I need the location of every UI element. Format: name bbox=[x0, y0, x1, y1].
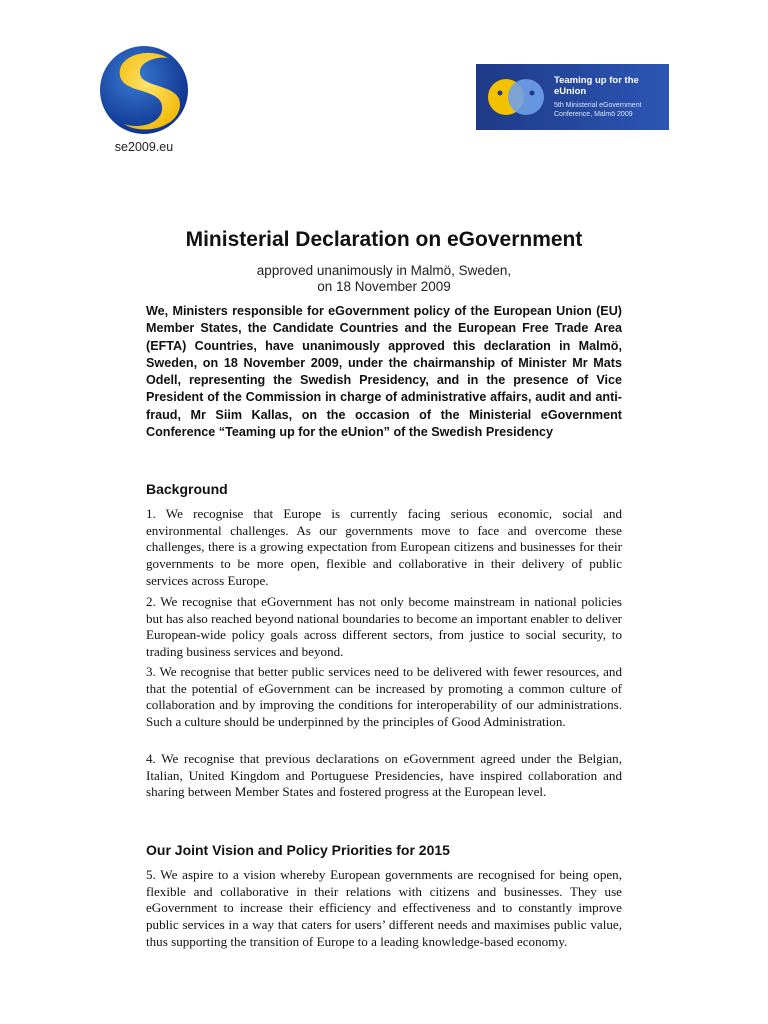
paragraph-5: 5. We aspire to a vision whereby European governments are recognised for being open, flexible and collaborative in their relations with citizens and businesses. They use eGovernment to increase their efficiency and effectiveness and to constantly improve public services in a way that caters for users’ different needs and maximises public value, thus supporting the transition of Europe to a leading knowledge-based economy. bbox=[146, 867, 622, 949]
section-heading-background: Background bbox=[146, 481, 228, 497]
paragraph-3: 3. We recognise that better public services need to be delivered with fewer resources, and that the potential of eGovernment can be increased by promoting a common culture of collaboration and by improving the conditions for interoperability of our administrations. Such a culture should be underpinned by the principles of Good Administration. bbox=[146, 664, 622, 730]
se2009-logo-mark bbox=[98, 44, 190, 136]
document-subtitle bbox=[0, 263, 768, 295]
conference-banner bbox=[476, 64, 669, 130]
se2009-logo bbox=[98, 44, 190, 154]
paragraph-2: 2. We recognise that eGovernment has not only become mainstream in national policies but has also reached beyond national boundaries to become an important enabler to deliver European-wide policy goals across different sectors, from justice to social security, to trading business services and beyond. bbox=[146, 594, 622, 660]
banner-title: Teaming up for the eUnion bbox=[554, 75, 639, 97]
document-title: Ministerial Declaration on eGovernment bbox=[185, 228, 583, 251]
paragraph-4: 4. We recognise that previous declarations on eGovernment agreed under the Belgian, Italian, United Kingdom and Portuguese Presidencies, have inspired collaboration and sharing between Member States and fostered progress at the European level. bbox=[146, 751, 622, 800]
banner-subtitle-1: 5th Ministerial eGovernment bbox=[554, 102, 642, 109]
banner-subtitle-2: Conference, Malmö 2009 bbox=[554, 110, 633, 118]
subtitle-line-2: on 18 November 2009 bbox=[317, 279, 451, 294]
paragraph-1: 1. We recognise that Europe is currently facing serious economic, social and environmental challenges. As our governments move to face and overcome these challenges, there is a growing expectation from European citizens and businesses for their governments to be more open, flexible and collaborative in their delivery of public services across Europe. bbox=[146, 506, 622, 588]
section-heading-vision: Our Joint Vision and Policy Priorities for 2015 bbox=[146, 842, 450, 858]
intro-paragraph: We, Ministers responsible for eGovernment policy of the European Union (EU) Member States, the Candidate Countries and the European Free Trade Area (EFTA) Countries, have unanimously approved this declaration in Malmö, Sweden, on 18 November 2009, under the chairmanship of Minister Mr Mats Odell, representing the Swedish Presidency, and in the presence of Vice President of the Commission in charge of administrative affairs, audit and anti-fraud, Mr Siim Kallas, on the occasion of the Ministerial eGovernment Conference “Teaming up for the eUnion” of the Swedish Presidency bbox=[146, 304, 622, 440]
logo-caption: se2009.eu bbox=[114, 140, 174, 154]
subtitle-line-1: approved unanimously in Malmö, Sweden, bbox=[256, 263, 512, 278]
eunion-faces-icon bbox=[486, 76, 548, 118]
